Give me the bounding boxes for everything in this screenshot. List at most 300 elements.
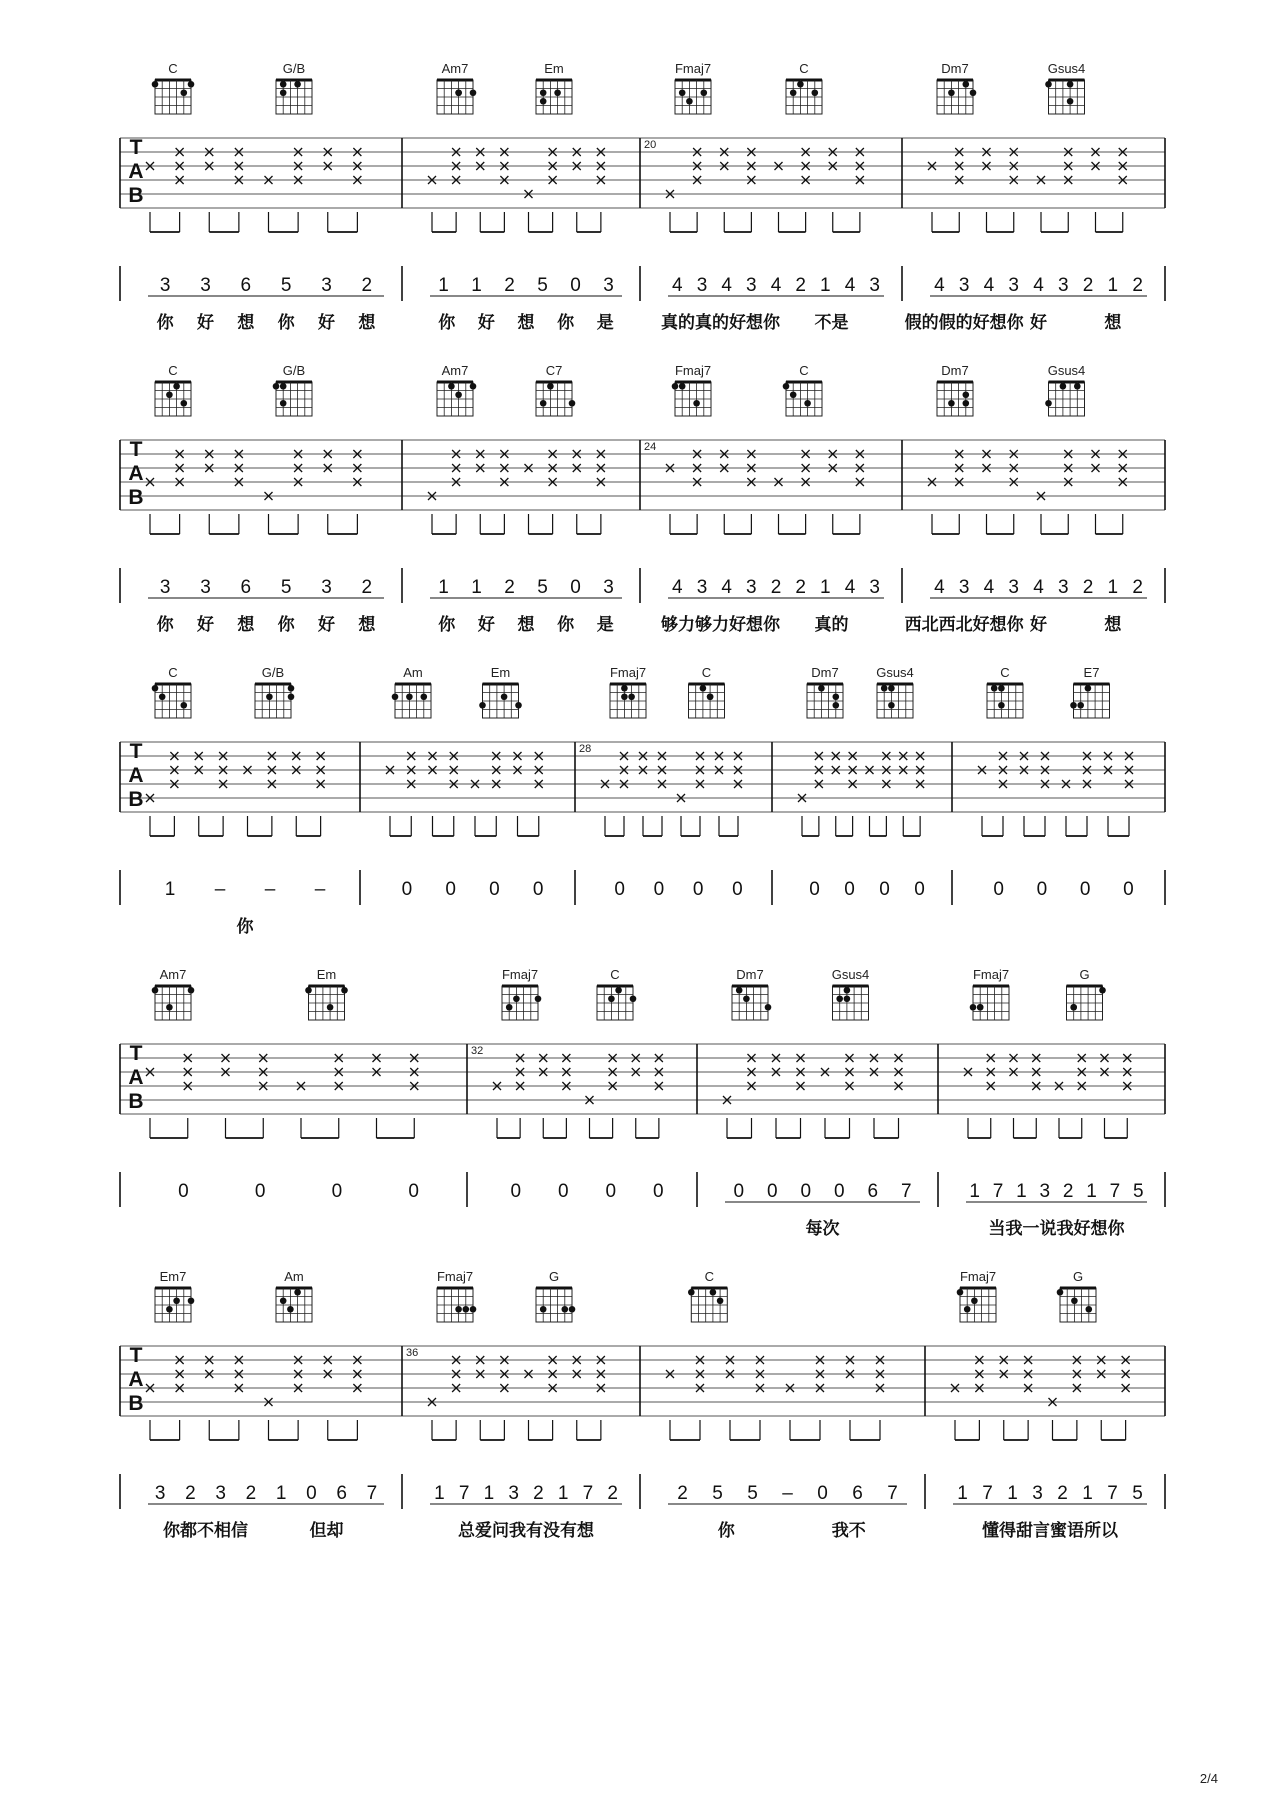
notation-number: 2: [361, 577, 373, 598]
score-system: [120, 61, 1165, 333]
lyric-text: 你: [236, 917, 254, 937]
notation-number: 1: [557, 1483, 569, 1504]
finger-dot: [287, 1306, 294, 1313]
chord-name: Fmaj7: [436, 1269, 474, 1284]
finger-dot: [166, 391, 173, 398]
measure: [798, 665, 925, 900]
notation-number: 3: [958, 275, 970, 296]
notation-number: 2: [1057, 1483, 1068, 1504]
notation-number: 6: [240, 275, 252, 296]
finger-dot: [554, 89, 561, 96]
finger-dot: [188, 987, 195, 994]
finger-dot: [963, 391, 970, 398]
chord-diagram: [597, 967, 636, 1020]
notation-number: 5: [537, 275, 548, 296]
finger-dot: [833, 693, 840, 700]
lyric-text: 真的: [814, 615, 849, 635]
lyric-text: 不是: [814, 313, 849, 333]
notation-number: 0: [614, 879, 625, 900]
notation-number: 2: [1132, 577, 1143, 598]
notation-number: 2: [504, 275, 515, 296]
notation-number: 1: [471, 577, 482, 598]
notation-number: 0: [844, 879, 855, 900]
notation-number: 2: [1062, 1181, 1074, 1202]
chord-name: Fmaj7: [972, 967, 1010, 982]
score-system: [120, 967, 1165, 1239]
finger-dot: [188, 81, 195, 88]
finger-dot: [463, 1306, 470, 1313]
lyric-text: 真的真的好想你: [661, 313, 780, 333]
chord-name: C: [610, 967, 620, 982]
measure: [579, 665, 743, 900]
measure: [406, 1269, 622, 1541]
notation-number: 3: [1008, 577, 1020, 598]
notation-number: 0: [489, 879, 500, 900]
chord-name: Am7: [441, 363, 469, 378]
chord-diagram: [688, 1269, 727, 1322]
notation-number: 5: [1132, 1483, 1143, 1504]
chord-diagram: [610, 665, 646, 718]
notation-number: 1: [471, 275, 482, 296]
notation-number: –: [314, 879, 326, 900]
finger-dot: [540, 89, 547, 96]
notation-number: 1: [820, 275, 831, 296]
finger-dot: [173, 1297, 180, 1304]
finger-dot: [608, 995, 615, 1002]
lyric-text: 你: [557, 313, 575, 333]
notation-number: 0: [652, 1181, 664, 1202]
chord-name: Gsus4: [1047, 61, 1086, 76]
chord-diagram: [732, 967, 771, 1020]
chord-name: Em: [544, 61, 564, 76]
notation-number: 2: [1132, 275, 1143, 296]
chord-name: G: [548, 1269, 560, 1284]
finger-dot: [630, 995, 637, 1002]
finger-dot: [166, 1306, 173, 1313]
measure: [905, 61, 1147, 333]
notation-number: 3: [869, 275, 880, 296]
chord-diagram: [536, 1269, 575, 1322]
finger-dot: [470, 89, 477, 96]
notation-number: 0: [833, 1181, 845, 1202]
finger-dot: [948, 89, 955, 96]
finger-dot: [392, 693, 399, 700]
notation-number: 6: [336, 1483, 347, 1504]
lyric-text: 好: [197, 313, 214, 333]
lyric-text: 好: [318, 313, 335, 333]
finger-dot: [790, 89, 797, 96]
chord-name: G/B: [282, 61, 306, 76]
notation-number: 0: [914, 879, 925, 900]
finger-dot: [844, 995, 851, 1002]
tab-clef-letter: A: [128, 462, 144, 485]
chord-diagram: [937, 61, 976, 114]
notation-number: 1: [483, 1483, 495, 1504]
notation-number: 0: [306, 1483, 317, 1504]
measure: [471, 967, 664, 1202]
chord-diagram: [1045, 61, 1085, 114]
notation-number: 3: [321, 577, 332, 598]
notation-number: 0: [570, 275, 581, 296]
lyric-text: 你: [277, 313, 295, 333]
tab-clef-letter: T: [129, 1042, 143, 1065]
measure: [428, 363, 622, 635]
finger-dot: [421, 693, 428, 700]
chord-name: C: [1000, 665, 1010, 680]
measure: [644, 363, 884, 635]
notation-number: 2: [677, 1483, 688, 1504]
chord-diagram: [155, 363, 191, 416]
finger-dot: [970, 89, 977, 96]
chord-diagram: [832, 967, 870, 1020]
lyric-text: 但却: [309, 1521, 344, 1541]
finger-dot: [294, 1289, 301, 1296]
notation-number: 2: [1082, 577, 1094, 598]
finger-dot: [341, 987, 348, 994]
finger-dot: [957, 1289, 964, 1296]
notation-number: 3: [1057, 275, 1069, 296]
notation-number: 3: [958, 577, 970, 598]
notation-number: 1: [969, 1181, 980, 1202]
notation-number: 2: [245, 1483, 257, 1504]
finger-dot: [998, 702, 1005, 709]
finger-dot: [166, 1004, 173, 1011]
chord-name: Gsus4: [831, 967, 870, 982]
chord-diagram: [1057, 1269, 1096, 1322]
finger-dot: [280, 89, 287, 96]
finger-dot: [998, 685, 1005, 692]
finger-dot: [686, 98, 693, 105]
finger-dot: [569, 400, 576, 407]
notation-number: 4: [934, 577, 945, 598]
finger-dot: [1086, 1306, 1093, 1313]
score-system: [120, 665, 1165, 937]
lyric-text: 总爱问我有没有想: [458, 1521, 594, 1541]
finger-dot: [963, 81, 970, 88]
chord-name: Am: [403, 665, 423, 680]
finger-dot: [1057, 1289, 1064, 1296]
chord-name: Fmaj7: [674, 61, 712, 76]
notation-number: 3: [215, 1483, 226, 1504]
lyric-text: 假的假的好想你: [904, 313, 1024, 333]
chord-name: Dm7: [736, 967, 764, 982]
finger-dot: [621, 693, 628, 700]
notation-number: 0: [766, 1181, 778, 1202]
lyric-text: 想: [517, 615, 535, 635]
measure: [146, 61, 384, 333]
measure: [146, 665, 326, 937]
lyric-text: 是: [596, 313, 614, 333]
chord-diagram: [675, 61, 711, 114]
notation-number: 2: [607, 1483, 618, 1504]
finger-dot: [1045, 81, 1052, 88]
chord-name: Dm7: [811, 665, 839, 680]
notation-number: 0: [1036, 879, 1048, 900]
tab-clef-letter: A: [128, 160, 144, 183]
finger-dot: [818, 685, 825, 692]
measure: [723, 967, 920, 1239]
notation-number: 6: [240, 577, 252, 598]
finger-dot: [1070, 702, 1077, 709]
notation-number: 6: [867, 1181, 879, 1202]
chord-diagram: [502, 967, 541, 1020]
tab-clef-letter: A: [128, 764, 144, 787]
chord-diagram: [437, 363, 476, 416]
finger-dot: [448, 383, 455, 390]
notation-number: 3: [159, 577, 171, 598]
page-number: 2/4: [1199, 1771, 1218, 1786]
lyric-text: 你都不相信: [163, 1521, 248, 1541]
tab-clef-letter: B: [128, 1090, 144, 1113]
chord-diagram: [689, 665, 725, 718]
chord-diagram: [786, 61, 822, 114]
measure: [951, 1269, 1147, 1541]
finger-dot: [1070, 1004, 1077, 1011]
chord-name: C: [168, 665, 178, 680]
finger-dot: [621, 685, 628, 692]
finger-dot: [288, 693, 295, 700]
notation-number: 7: [458, 1483, 470, 1504]
finger-dot: [881, 685, 888, 692]
finger-dot: [700, 685, 707, 692]
notation-number: 0: [557, 1181, 569, 1202]
chord-name: C: [799, 363, 809, 378]
measure: [964, 967, 1147, 1239]
notation-number: 3: [154, 1483, 166, 1504]
notation-number: 7: [366, 1483, 378, 1504]
finger-dot: [540, 400, 547, 407]
chord-diagram: [970, 967, 1009, 1020]
finger-dot: [888, 702, 895, 709]
finger-dot: [152, 987, 159, 994]
finger-dot: [812, 89, 819, 96]
finger-dot: [455, 391, 462, 398]
tab-clef-letter: B: [128, 486, 144, 509]
notation-number: 2: [1082, 275, 1094, 296]
finger-dot: [688, 1289, 695, 1296]
notation-number: 3: [200, 275, 211, 296]
finger-dot: [535, 995, 542, 1002]
finger-dot: [188, 1297, 195, 1304]
finger-dot: [479, 702, 486, 709]
measure-number: 24: [644, 441, 657, 453]
notation-number: 1: [1086, 1181, 1097, 1202]
notation-number: 5: [747, 1483, 758, 1504]
chord-name: Am7: [441, 61, 469, 76]
finger-dot: [152, 81, 159, 88]
notation-number: –: [782, 1483, 793, 1504]
lyric-text: 你: [717, 1521, 735, 1541]
finger-dot: [701, 89, 708, 96]
notation-number: 2: [795, 275, 806, 296]
lyric-text: 你: [156, 615, 174, 635]
notation-number: 7: [1109, 1181, 1121, 1202]
finger-dot: [783, 383, 790, 390]
notation-number: 7: [900, 1181, 912, 1202]
measure: [386, 665, 543, 900]
lyric-text: 西北西北好想你: [904, 615, 1024, 635]
finger-dot: [280, 400, 287, 407]
finger-dot: [971, 1297, 978, 1304]
notation-number: 2: [504, 577, 515, 598]
chord-diagram: [1070, 665, 1109, 718]
chord-diagram: [1067, 967, 1106, 1020]
notation-number: 1: [1016, 1181, 1027, 1202]
finger-dot: [562, 1306, 569, 1313]
notation-number: 4: [770, 275, 782, 296]
measure-number: 36: [406, 1347, 419, 1359]
chord-diagram: [152, 61, 195, 114]
chord-diagram: [536, 363, 575, 416]
finger-dot: [615, 987, 622, 994]
finger-dot: [501, 693, 508, 700]
finger-dot: [717, 1297, 724, 1304]
finger-dot: [455, 1306, 462, 1313]
notation-number: 3: [746, 275, 757, 296]
finger-dot: [305, 987, 312, 994]
score-system: [120, 363, 1165, 635]
chord-name: G/B: [261, 665, 285, 680]
notation-number: 0: [733, 1181, 745, 1202]
notation-number: 5: [712, 1483, 723, 1504]
notation-number: 1: [820, 577, 831, 598]
finger-dot: [970, 1004, 977, 1011]
finger-dot: [1074, 383, 1081, 390]
chord-name: Em7: [159, 1269, 187, 1284]
chord-name: Fmaj7: [959, 1269, 997, 1284]
finger-dot: [948, 400, 955, 407]
notation-number: 6: [852, 1483, 863, 1504]
lyric-text: 是: [596, 615, 614, 635]
notation-number: 1: [164, 879, 176, 900]
finger-dot: [679, 383, 686, 390]
measure: [146, 1269, 384, 1541]
finger-dot: [280, 81, 287, 88]
chord-name: Em: [490, 665, 511, 680]
finger-dot: [797, 81, 804, 88]
tab-clef-letter: B: [128, 1392, 144, 1415]
notation-number: 3: [1039, 1181, 1051, 1202]
finger-dot: [790, 391, 797, 398]
finger-dot: [273, 383, 280, 390]
lyric-text: 想: [358, 615, 376, 635]
finger-dot: [991, 685, 998, 692]
tab-clef-letter: T: [129, 1344, 143, 1367]
notation-number: 1: [957, 1483, 968, 1504]
lyric-text: 好: [318, 615, 335, 635]
notation-number: 1: [1007, 1483, 1018, 1504]
chord-diagram: [437, 1269, 476, 1322]
notation-number: 3: [603, 577, 614, 598]
finger-dot: [1045, 400, 1052, 407]
chord-diagram: [273, 363, 312, 416]
lyric-text: 好: [477, 313, 495, 333]
notation-number: 4: [983, 275, 995, 296]
finger-dot: [1067, 81, 1074, 88]
chord-diagram: [155, 1269, 194, 1322]
notation-number: 3: [1057, 577, 1069, 598]
finger-dot: [181, 400, 188, 407]
chord-name: G: [1072, 1269, 1084, 1284]
notation-number: 4: [844, 275, 856, 296]
chord-diagram: [152, 665, 191, 718]
chord-name: E7: [1083, 665, 1100, 680]
notation-number: 5: [280, 577, 292, 598]
finger-dot: [743, 995, 750, 1002]
notation-number: 5: [1133, 1181, 1144, 1202]
finger-dot: [844, 987, 851, 994]
measure-number: 20: [644, 139, 657, 151]
chord-name: C: [799, 61, 809, 76]
notation-number: 3: [869, 577, 880, 598]
finger-dot: [288, 685, 295, 692]
notation-number: 4: [672, 577, 683, 598]
notation-number: 0: [570, 577, 581, 598]
measure: [905, 363, 1147, 635]
chord-diagram: [437, 61, 476, 114]
notation-number: –: [264, 879, 276, 900]
finger-dot: [765, 1004, 772, 1011]
notation-number: 2: [795, 577, 806, 598]
notation-number: 4: [672, 275, 683, 296]
finger-dot: [1071, 1297, 1078, 1304]
notation-number: 7: [1107, 1483, 1118, 1504]
chord-diagram: [392, 665, 431, 718]
score-system: [120, 1269, 1165, 1541]
finger-dot: [513, 995, 520, 1002]
notation-number: 0: [692, 879, 704, 900]
finger-dot: [1099, 987, 1106, 994]
chord-diagram: [876, 665, 914, 718]
chord-diagram: [276, 61, 312, 114]
finger-dot: [470, 383, 477, 390]
notation-number: 3: [200, 577, 211, 598]
finger-dot: [736, 987, 743, 994]
finger-dot: [540, 98, 547, 105]
notation-number: 2: [533, 1483, 544, 1504]
notation-number: 3: [321, 275, 332, 296]
notation-number: 3: [603, 275, 614, 296]
measure: [146, 363, 384, 635]
chord-name: Fmaj7: [501, 967, 539, 982]
notation-number: 0: [809, 879, 820, 900]
tab-clef-letter: T: [129, 740, 143, 763]
notation-number: 0: [817, 1483, 828, 1504]
notation-number: 1: [1082, 1483, 1093, 1504]
finger-dot: [964, 1306, 971, 1313]
lyric-text: 你: [557, 615, 575, 635]
notation-number: 0: [732, 879, 743, 900]
notation-number: 0: [1123, 879, 1134, 900]
measure-number: 28: [579, 743, 592, 755]
finger-dot: [547, 383, 554, 390]
chord-name: G: [1079, 967, 1090, 982]
lyric-text: 够力够力好想你: [661, 615, 780, 635]
lyric-text: 你: [277, 615, 295, 635]
lyric-text: 想: [237, 313, 255, 333]
finger-dot: [159, 693, 166, 700]
notation-number: –: [214, 879, 226, 900]
finger-dot: [173, 383, 180, 390]
finger-dot: [888, 685, 895, 692]
notation-number: 4: [721, 275, 732, 296]
finger-dot: [628, 693, 635, 700]
notation-number: 1: [438, 577, 449, 598]
chord-diagram: [783, 363, 822, 416]
notation-number: 2: [185, 1483, 196, 1504]
notation-number: 0: [510, 1181, 522, 1202]
chord-diagram: [957, 1269, 996, 1322]
